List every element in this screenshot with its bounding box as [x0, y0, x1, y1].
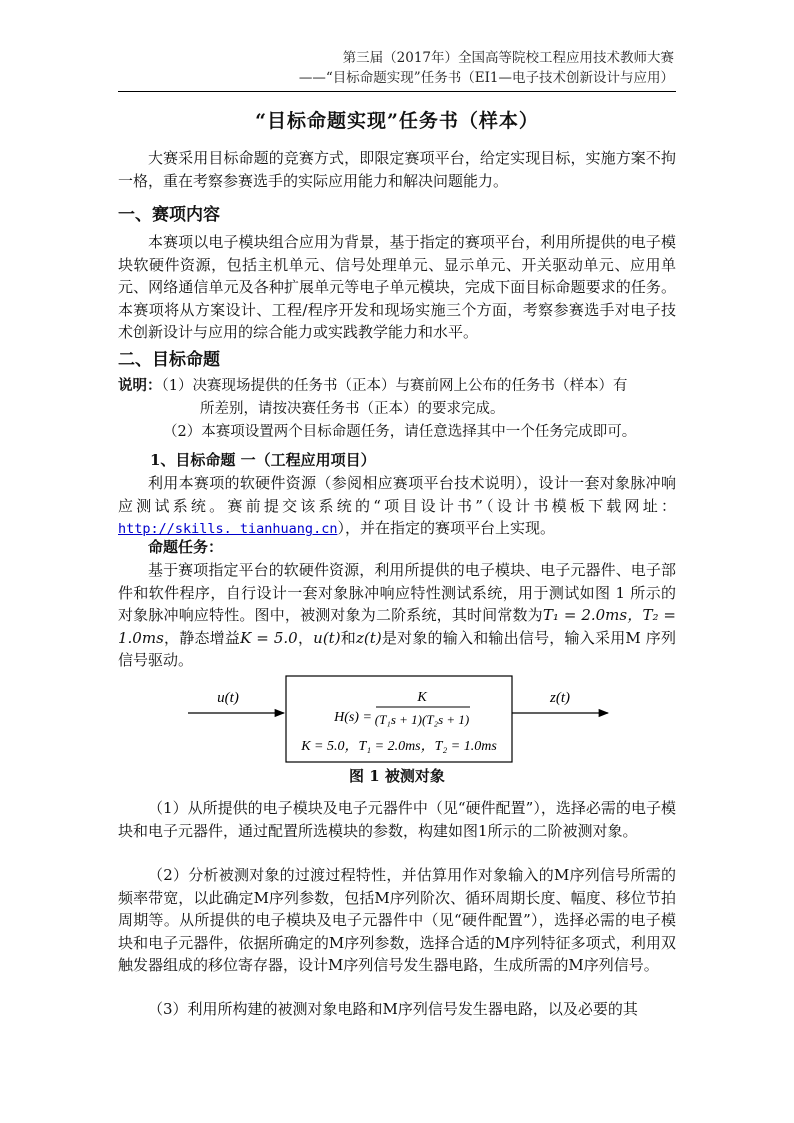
note-line-1	[118, 375, 676, 398]
task-1-intro	[118, 472, 676, 541]
page-title: “目标命题实现”任务书（样本）	[255, 110, 539, 132]
task-desc-d: 和	[340, 628, 357, 647]
gain-value: K = 5.0	[240, 628, 298, 647]
task-desc-e: 是对象的输入和输出信号，输入采用M 序列信号驱动。	[118, 628, 676, 669]
figure-parameters: K = 5.0，T₁ = 2.0ms，T₂ = 1.0ms	[301, 739, 497, 754]
figure-1-caption: 图 1 被测对象	[349, 767, 445, 785]
task-1-heading: 1、目标命题 一（工程应用项目）	[150, 451, 376, 469]
intro-paragraph: 大赛采用目标命题的竞赛方式，即限定赛项平台，给定实现目标，实施方案不拘一格，重在考察参赛选手的实际应用能力和解决问题能力。	[118, 149, 676, 190]
figure-1-block-diagram	[180, 672, 620, 768]
note-2: （2）本赛项设置两个目标命题任务，请任意选择其中一个任务完成即可。	[163, 424, 637, 440]
template-link[interactable]: http://skills. tianhuang.cn	[118, 521, 338, 537]
item-2: （2）分析被测对象的过渡过程特性，并估算用作对象输入的M序列信号所需的频率带宽，以此确定M序列参数，包括M序列阶次、循环周期长度、幅度、移位节拍周期等。从所提供的电子模块及电子元器件中（见“硬件配置”），选择必需的电子模块和电子元器件，依据所确定的M序列参数，选择合适的M序列特征多项式，利用双触发器组成的移位寄存器，设计M序列信号发生器电路，生成所需的M序列信号。	[118, 866, 676, 974]
item-3: （3）利用所构建的被测对象电路和M序列信号发生器电路，以及必要的其	[148, 1000, 638, 1018]
section-2-heading: 二、目标命题	[118, 350, 220, 370]
note-1b: 所差别，请按决赛任务书（正本）的要求完成。	[200, 401, 505, 417]
section-1-heading: 一、赛项内容	[118, 205, 220, 225]
item-1: （1）从所提供的电子模块及电子元器件中（见“硬件配置”），选择必需的电子模块和电子元器件，通过配置所选模块的参数，构建如图1所示的二阶被测对象。	[118, 799, 676, 840]
t1-value: T₁ = 2.0ms，	[542, 606, 643, 624]
input-signal-symbol: u(t)	[313, 628, 341, 647]
t2-value: T₂ = 1.0ms	[118, 606, 676, 647]
section-1-body: 本赛项以电子模块组合应用为背景，基于指定的赛项平台，利用所提供的电子模块软硬件资源，包括主机单元、信号处理单元、显示单元、开关驱动单元、应用单元、网络通信单元及各种扩展单元等电子单元模块，完成下面目标命题要求的任务。本赛项将从方案设计、工程/程序开发和现场实施三个方面，考察参赛选手对电子技术创新设计与应用的综合能力或实践教学能力和水平。	[118, 233, 676, 341]
header-rule	[118, 91, 676, 92]
header-line-2: ——“目标命题实现”任务书（EI1—电子技术创新设计与应用）	[298, 70, 674, 86]
header-line-1: 第三届（2017年）全国高等院校工程应用技术教师大赛	[342, 50, 674, 66]
tf-denominator: (T₁s + 1)(T₂s + 1)	[374, 712, 470, 727]
note-label: 说明：	[118, 377, 162, 394]
tf-numerator: K	[417, 690, 427, 705]
task-desc-b: ，静态增益	[163, 628, 241, 647]
note-1a: （1）决赛现场提供的任务书（正本）与赛前网上公布的任务书（样本）有	[161, 378, 628, 394]
task-1-intro-b: ），并在指定的赛项平台上实现。	[337, 519, 555, 537]
task-1-intro-a: 利用本赛项的软硬件资源（参阅相应赛项平台技术说明），设计一套对象脉冲响应测试系统。赛前提交该系统的“项目设计书”（设计书模板下载网址：	[118, 474, 676, 515]
figure-output-label: z(t)	[550, 690, 570, 706]
task-label: 命题任务：	[148, 538, 224, 556]
task-description	[118, 559, 676, 672]
task-desc-a: 基于赛项指定平台的软硬件资源，利用所提供的电子模块、电子元器件、电子部件和软件程序，自行设计一套对象脉冲响应特性测试系统，用于测试如图 1 所示的对象脉冲响应特性。图中，被测对象为二阶系统，其时间常数为	[118, 561, 676, 624]
output-signal-symbol: z(t)	[356, 628, 382, 647]
figure-input-label: u(t)	[217, 690, 239, 706]
task-desc-c: ，	[297, 628, 314, 647]
hs-label: H(s) =	[334, 710, 372, 725]
